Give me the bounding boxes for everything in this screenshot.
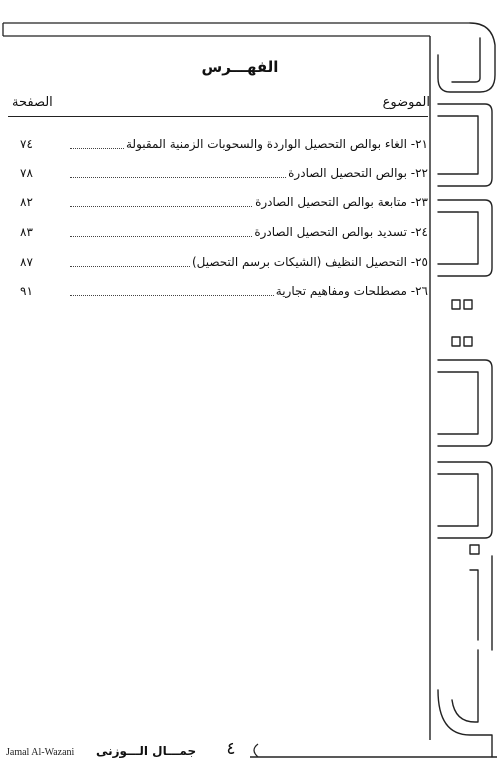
entry-page: ٩١ <box>20 284 33 298</box>
entry-title: ٢٤- تسديد بوالص التحصيل الصادرة <box>252 222 428 242</box>
page-column-header: الصفحة <box>12 95 53 110</box>
header-divider <box>8 116 428 117</box>
entry-page: ٧٨ <box>20 166 33 180</box>
subject-column-header: الموضوع <box>382 95 430 110</box>
entry-page: ٧٤ <box>20 137 33 151</box>
entry-page: ٨٢ <box>20 195 33 209</box>
entry-page: ٨٣ <box>20 225 33 239</box>
toc-entry[interactable] <box>20 163 428 183</box>
toc-entry[interactable] <box>20 134 428 154</box>
toc-entry[interactable] <box>20 252 428 272</box>
page-number: ٤ <box>226 739 236 759</box>
entry-title: ٢٣- متابعة بوالص التحصيل الصادرة <box>253 192 428 212</box>
toc-entry[interactable] <box>20 281 428 301</box>
entry-title: ٢٦- مصطلحات ومفاهيم تجارية <box>274 281 428 301</box>
entry-title: ٢١- الغاء بوالص التحصيل الواردة والسحوبات الزمنية المقبولة <box>124 134 428 154</box>
toc-title: الفهـــرس <box>201 58 279 76</box>
entry-page: ٨٧ <box>20 255 33 269</box>
footer-author-ar: جمـــال الـــوزنى <box>96 744 197 758</box>
toc-entry[interactable] <box>20 192 428 212</box>
entry-title: ٢٢- بوالص التحصيل الصادرة <box>286 163 428 183</box>
entry-title: ٢٥- التحصيل النظيف (الشيكات برسم التحصيل) <box>190 252 428 272</box>
toc-entry[interactable] <box>20 222 428 242</box>
footer-author-en: Jamal Al-Wazani <box>6 747 75 758</box>
